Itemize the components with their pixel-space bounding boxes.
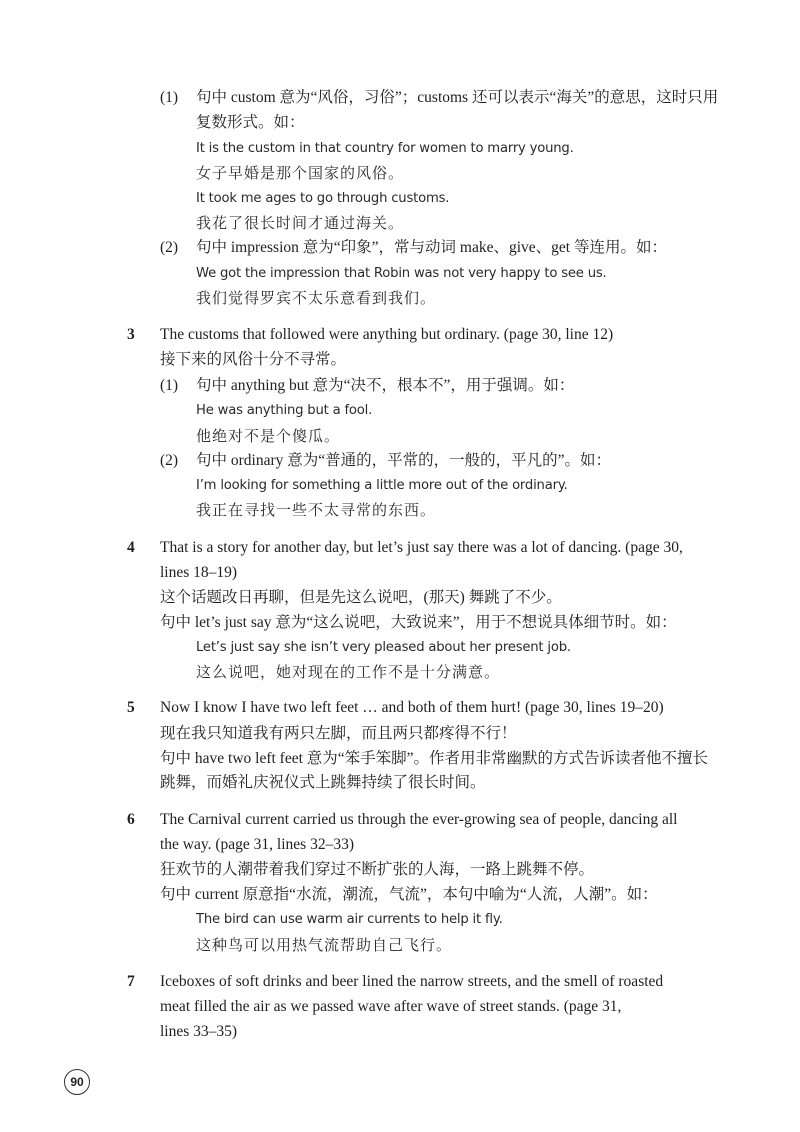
source-sentence: The customs that followed were anything but ordinary. (page 30, line 12) (160, 326, 614, 343)
note-line: 句中 anything but 意为“决不，根本不”，用于强调。如： (196, 377, 575, 394)
note-line: 句中 current 原意指“水流，潮流，气流”，本句中喻为“人流，人潮”。如： (160, 886, 658, 903)
example-en: I’m looking for something a little more out of the ordinary. (196, 478, 568, 493)
example-zh: 他绝对不是个傻瓜。 (196, 427, 341, 445)
item-number: 4 (127, 539, 135, 556)
translation: 现在我只知道我有两只左脚，而且两只都疼得不行！ (160, 725, 517, 742)
page-number: 90 (64, 1069, 90, 1095)
note-line: 句中 have two left feet 意为“笨手笨脚”。作者用非常幽默的方式告诉读者他不擅长 (160, 750, 709, 767)
item-number: 6 (127, 811, 135, 828)
source-sentence: Iceboxes of soft drinks and beer lined the narrow streets, and the smell of roasted (160, 973, 664, 990)
source-sentence: That is a story for another day, but let’s just say there was a lot of dancing. (page 30, (160, 539, 683, 556)
example-en: It is the custom in that country for women to marry young. (196, 141, 574, 156)
translation: 这个话题改日再聊，但是先这么说吧，(那天) 舞跳了不少。 (160, 589, 562, 606)
item-label: (2) (160, 452, 179, 469)
item-label: (1) (160, 377, 179, 394)
note-line: 复数形式。如： (196, 114, 305, 131)
translation: 接下来的风俗十分不寻常。 (160, 351, 347, 368)
translation: 狂欢节的人潮带着我们穿过不断扩张的人海，一路上跳舞不停。 (160, 861, 595, 878)
example-en: Let’s just say she isn’t very pleased about her present job. (196, 640, 571, 655)
example-zh: 我正在寻找一些不太寻常的东西。 (196, 501, 437, 519)
note-line: 跳舞，而婚礼庆祝仪式上跳舞持续了很长时间。 (160, 774, 486, 791)
example-en: He was anything but a fool. (196, 403, 373, 418)
item-number: 3 (127, 326, 135, 343)
source-sentence: The Carnival current carried us through the ever-growing sea of people, dancing all (160, 811, 678, 828)
item-number: 5 (127, 699, 135, 716)
example-zh: 我们觉得罗宾不太乐意看到我们。 (196, 289, 437, 307)
item-label: (1) (160, 89, 179, 106)
item-label: (2) (160, 239, 179, 256)
source-sentence: lines 18–19) (160, 564, 238, 581)
example-en: We got the impression that Robin was not very happy to see us. (196, 266, 607, 281)
source-sentence: lines 33–35) (160, 1023, 238, 1040)
example-zh: 这么说吧，她对现在的工作不是十分满意。 (196, 663, 501, 681)
example-zh: 我花了很长时间才通过海关。 (196, 214, 405, 232)
example-en: The bird can use warm air currents to help it fly. (196, 912, 503, 927)
note-line: 句中 custom 意为“风俗，习俗”；customs 还可以表示“海关”的意思，这时只用 (196, 89, 719, 106)
example-en: It took me ages to go through customs. (196, 191, 450, 206)
example-zh: 这种鸟可以用热气流帮助自己飞行。 (196, 936, 453, 954)
note-line: 句中 ordinary 意为“普通的，平常的，一般的，平凡的”。如： (196, 452, 612, 469)
note-line: 句中 let’s just say 意为“这么说吧，大致说来”，用于不想说具体细节时。如： (160, 614, 677, 631)
item-number: 7 (127, 973, 135, 990)
source-sentence: Now I know I have two left feet … and both of them hurt! (page 30, lines 19–20) (160, 699, 664, 716)
source-sentence: meat filled the air as we passed wave after wave of street stands. (page 31, (160, 998, 622, 1015)
note-line: 句中 impression 意为“印象”，常与动词 make、give、get 等连用。如： (196, 239, 667, 256)
example-zh: 女子早婚是那个国家的风俗。 (196, 164, 405, 182)
source-sentence: the way. (page 31, lines 32–33) (160, 836, 354, 853)
